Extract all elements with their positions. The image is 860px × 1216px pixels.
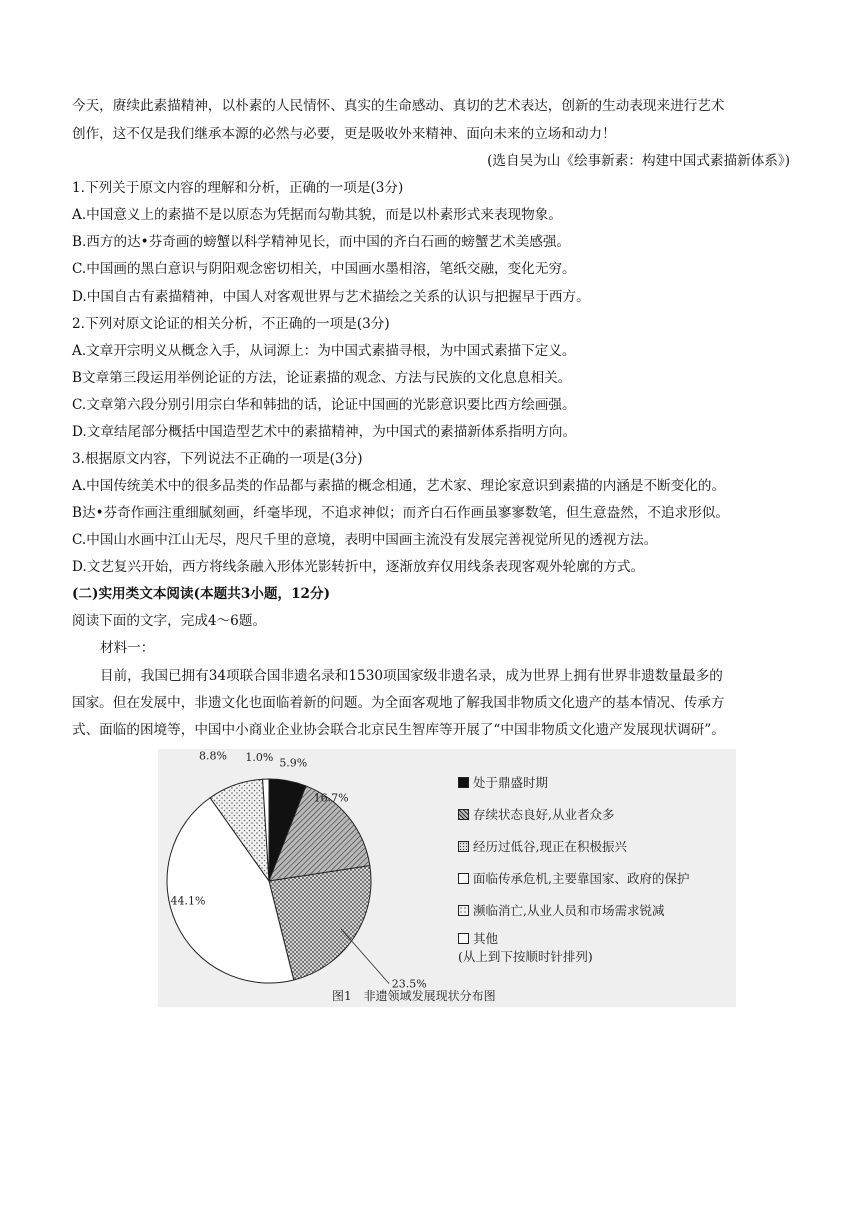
legend-swatch-6 (458, 933, 469, 944)
pie-label-2: 16.7% (313, 791, 349, 805)
legend-item-5 (458, 903, 664, 919)
question-3-option-c: C.中国山水画中江山无尽，咫尺千里的意境，表明中国画主流没有发展完善视觉所见的透视方法。 (72, 532, 658, 548)
legend-swatch-4 (458, 873, 469, 884)
pie-label-5: 8.8% (199, 749, 227, 763)
pie-label-1: 5.9% (279, 756, 308, 770)
legend-swatch-5 (458, 905, 469, 916)
legend-label-5: 濒临消亡,从业人员和市场需求锐减 (473, 903, 665, 918)
legend-item-6 (458, 931, 498, 947)
legend-swatch-2 (458, 809, 469, 820)
legend-item-3 (458, 839, 627, 855)
legend-note: (从上到下按顺时针排列) (458, 949, 593, 964)
passage-line-2: 创作，这不仅是我们继承本源的必然与必要，更是吸收外来精神、面向未来的立场和动力！ (72, 126, 616, 142)
legend-item-2 (458, 807, 614, 823)
question-1-option-c: C.中国画的黑白意识与阴阳观念密切相关，中国画水墨相溶，笔纸交融，变化无穷。 (72, 261, 576, 277)
question-3-option-d: D.文艺复兴开始，西方将线条融入形体光影转折中，逐渐放弃仅用线条表现客观外轮廓的方式。 (72, 559, 645, 575)
question-1-option-a: A.中国意义上的素描不是以原态为凭据而勾勒其貌，而是以朴素形式来表现物象。 (72, 207, 562, 223)
material-para-line-1: 目前，我国已拥有34项联合国非遗名录和1530项国家级非遗名录，成为世界上拥有世界非遗数量最多的 (100, 668, 723, 684)
question-3-option-a: A.中国传统美术中的很多品类的作品都与素描的概念相通，艺术家、理论家意识到素描的内涵是不断变化的。 (72, 478, 726, 494)
question-2-option-d: D.文章结尾部分概括中国造型艺术中的素描精神，为中国式的素描新体系指明方向。 (72, 424, 577, 440)
question-1-option-b: B.西方的达•芬奇画的螃蟹以科学精神见长，而中国的齐白石画的螃蟹艺术美感强。 (72, 234, 571, 250)
legend-label-1: 处于鼎盛时期 (473, 775, 549, 790)
question-2-stem: 2.下列对原文论证的相关分析，不正确的一项是(3分) (72, 316, 390, 332)
question-2-option-c: C.文章第六段分别引用宗白华和韩拙的话，论证中国画的光影意识要比西方绘画强。 (72, 397, 576, 413)
legend-label-6: 其他 (473, 931, 499, 946)
pie-label-3: 23.5% (391, 977, 427, 991)
legend-item-1 (458, 775, 548, 791)
legend-swatch-1 (458, 777, 469, 788)
figure-caption: 图1 非遗领域发展现状分布图 (332, 989, 496, 1003)
question-1-stem: 1.下列关于原文内容的理解和分析，正确的一项是(3分) (72, 180, 404, 196)
passage-line-1: 今天，赓续此素描精神，以朴素的人民情怀、真实的生命感动、真切的艺术表达，创新的生动表现来进行艺术 (72, 98, 725, 114)
legend-label-3: 经历过低谷,现正在积极振兴 (473, 839, 627, 854)
figure-1 (158, 749, 736, 1007)
question-1-option-d: D.中国自古有素描精神，中国人对客观世界与艺术描绘之关系的认识与把握早于西方。 (72, 289, 590, 305)
section-instruction: 阅读下面的文字，完成4～6题。 (72, 613, 267, 629)
pie-leader-line-3 (341, 929, 389, 984)
legend-label-4: 面临传承危机,主要靠国家、政府的保护 (473, 871, 690, 886)
question-3-option-b: B达•芬奇作画注重细腻刻画，纤毫毕现，不追求神似；而齐白石作画虽寥寥数笔，但生意盎然，不追求形似。 (72, 505, 729, 521)
question-2-option-b: B文章第三段运用举例论证的方法，论证素描的观念、方法与民族的文化息息相关。 (72, 370, 572, 386)
legend-label-2: 存续状态良好,从业者众多 (473, 807, 615, 822)
pie-chart (158, 749, 458, 1007)
question-3-stem: 3.根据原文内容，下列说法不正确的一项是(3分) (72, 451, 363, 467)
pie-label-6: 1.0% (245, 750, 274, 764)
passage-source: (选自吴为山《绘事新素：构建中国式素描新体系》) (487, 153, 790, 169)
question-2-option-a: A.文章开宗明义从概念入手，从词源上：为中国式素描寻根，为中国式素描下定义。 (72, 343, 576, 359)
legend-swatch-3 (458, 841, 469, 852)
section-heading: (二)实用类文本阅读(本题共3小题，12分) (72, 586, 331, 602)
material-label: 材料一： (100, 640, 155, 656)
material-para-line-2: 国家。但在发展中，非遗文化也面临着新的问题。为全面客观地了解我国非物质文化遗产的基本情况、传承方 (72, 695, 725, 711)
material-para-line-3: 式、面临的困境等，中国中小商业企业协会联合北京民生智库等开展了“中国非物质文化遗产发展现状调研”。 (72, 722, 725, 738)
legend-item-4 (458, 871, 689, 887)
pie-label-4: 44.1% (170, 894, 206, 908)
